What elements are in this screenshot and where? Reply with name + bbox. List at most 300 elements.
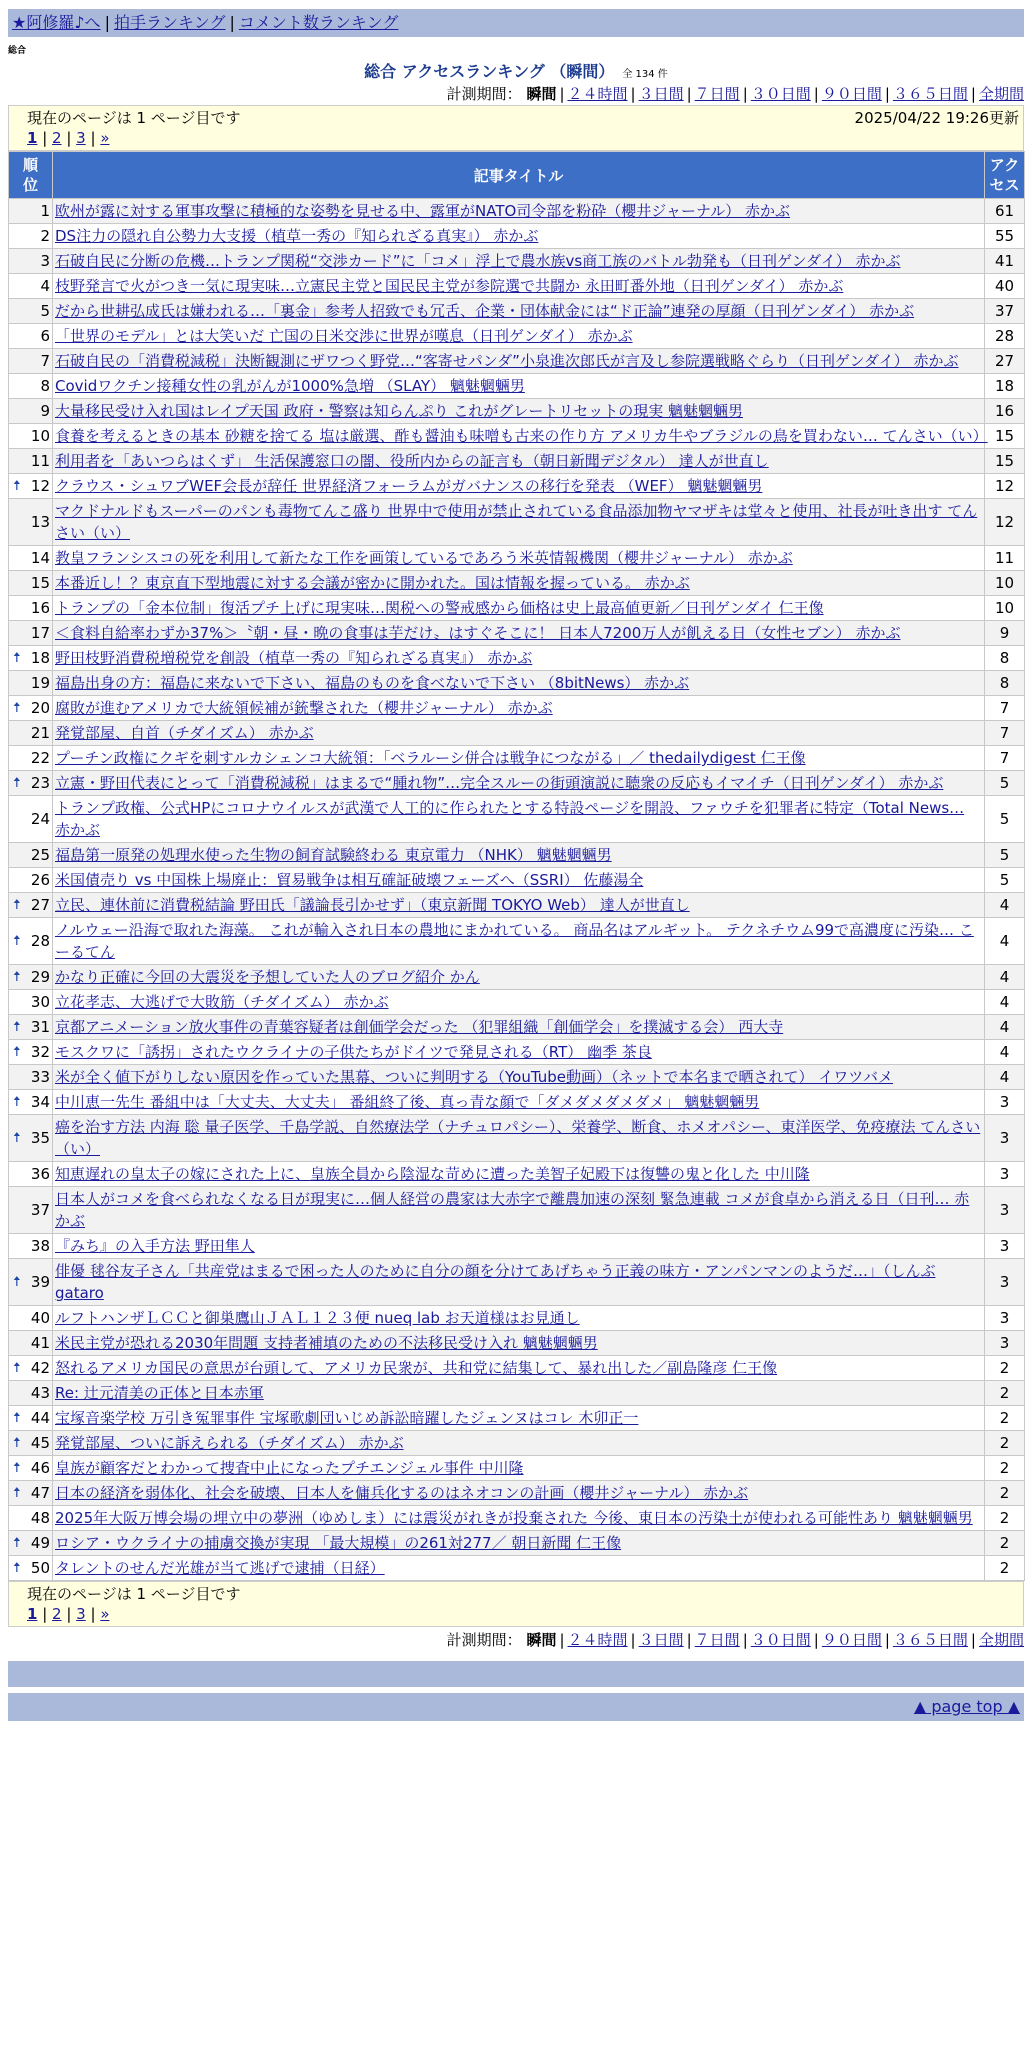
- article-link[interactable]: ロシア・ウクライナの捕虜交換が実現 「最大規模」の261対277／ 朝日新聞 仁王像: [55, 1534, 622, 1552]
- table-row: [9, 990, 1025, 1015]
- access-count: 4: [985, 990, 1025, 1015]
- period-link[interactable]: ２４時間: [567, 85, 628, 103]
- rank-number: 22: [30, 749, 50, 767]
- period-label: 計測期間：: [446, 1631, 522, 1649]
- article-link[interactable]: マクドナルドもスーパーのパンも毒物てんこ盛り 世界中で使用が禁止されている食品添加物ヤマザキは堂々と使用、社長が吐き出す てんさい（い）: [55, 502, 978, 542]
- access-count: 28: [985, 324, 1025, 349]
- title-cell: [53, 546, 985, 571]
- table-row: [9, 1065, 1025, 1090]
- article-link[interactable]: 福島出身の方：福島に来ないで下さい、福島のものを食べないで下さい （8bitNews） 赤かぶ: [55, 674, 690, 692]
- access-count: 4: [985, 1065, 1025, 1090]
- table-header: [9, 152, 1025, 199]
- title-cell: [53, 596, 985, 621]
- rank-cell: [9, 1506, 53, 1531]
- comment-ranking-link[interactable]: コメント数ランキング: [238, 13, 399, 32]
- period-link[interactable]: ９０日間: [821, 85, 882, 103]
- article-link[interactable]: モスクワに「誘拐」されたウクライナの子供たちがドイツで発見される（RT） 幽季 茶良: [55, 1043, 652, 1061]
- title-cell: [53, 199, 985, 224]
- table-row: [9, 796, 1025, 843]
- rank-number: 40: [30, 1309, 50, 1327]
- rank-up-arrow-icon: 🠅: [13, 1019, 21, 1035]
- home-link[interactable]: ★阿修羅♪へ: [12, 13, 101, 32]
- article-link[interactable]: 日本の経済を弱体化、社会を破壊、日本人を傭兵化するのはネオコンの計画（櫻井ジャーナル） 赤かぶ: [55, 1484, 749, 1502]
- period-label: 計測期間：: [446, 85, 522, 103]
- access-count: 37: [985, 299, 1025, 324]
- article-link[interactable]: 怒れるアメリカ国民の意思が台頭して、アメリカ民衆が、共和党に結集して、暴れ出した／副島隆彦 仁王像: [55, 1359, 778, 1377]
- article-link[interactable]: プーチン政権にクギを刺すルカシェンコ大統領：「ベラルーシ併合は戦争につながる」／ thedailydigest 仁王像: [55, 749, 806, 767]
- applause-ranking-link[interactable]: 拍手ランキング: [113, 13, 226, 32]
- article-link[interactable]: 立花孝志、大逃げで大敗筋（チダイズム） 赤かぶ: [55, 993, 389, 1011]
- page-link-current[interactable]: 1: [27, 1605, 38, 1623]
- period-link[interactable]: ７日間: [694, 85, 740, 103]
- article-link[interactable]: Covidワクチン接種女性の乳がんが1000%急増 （SLAY） 魑魅魍魎男: [55, 377, 525, 395]
- rank-up-arrow-icon: 🠅: [13, 1535, 21, 1551]
- title-cell: [53, 449, 985, 474]
- table-row: [9, 1115, 1025, 1162]
- article-link[interactable]: 福島第一原発の処理水使った生物の飼育試験終わる 東京電力 （NHK） 魑魅魍魎男: [55, 846, 612, 864]
- rank-up-arrow-icon: 🠅: [13, 478, 21, 494]
- separator: |: [813, 1631, 819, 1649]
- access-count: 15: [985, 424, 1025, 449]
- title-cell: [53, 499, 985, 546]
- rank-number: 37: [30, 1201, 50, 1219]
- rank-cell: [9, 1531, 53, 1556]
- table-row: [9, 224, 1025, 249]
- period-link[interactable]: ３０日間: [750, 1631, 811, 1649]
- period-link[interactable]: ３０日間: [750, 85, 811, 103]
- article-link[interactable]: 教皇フランシスコの死を利用して新たな工作を画策しているであろう米英情報機関（櫻井ジャーナル） 赤かぶ: [55, 549, 793, 567]
- title-cell: [53, 424, 988, 449]
- access-count: 3: [985, 1162, 1025, 1187]
- title-cell: [53, 1234, 985, 1259]
- rank-cell: [9, 249, 53, 274]
- article-link[interactable]: 宝塚音楽学校 万引き冤罪事件 宝塚歌劇団いじめ訴訟暗躍したジェンヌはコレ 木卯正一: [55, 1409, 639, 1427]
- access-count: 40: [985, 274, 1025, 299]
- separator: |: [742, 85, 748, 103]
- table-row: [9, 965, 1025, 990]
- access-count: 55: [985, 224, 1025, 249]
- rank-number: 9: [40, 402, 50, 420]
- rank-up-arrow-icon: 🠅: [13, 775, 21, 791]
- page: [8, 9, 1024, 1721]
- rank-number: 4: [40, 277, 50, 295]
- table-row: [9, 893, 1025, 918]
- rank-cell: [9, 299, 53, 324]
- table-row: [9, 721, 1025, 746]
- table-row: [9, 1187, 1025, 1234]
- title-cell: [53, 1406, 985, 1431]
- article-link[interactable]: 欧州が露に対する軍事攻撃に積極的な姿勢を見せる中、露軍がNATO司令部を粉砕（櫻井ジャーナル） 赤かぶ: [55, 202, 791, 220]
- article-link[interactable]: 石破自民に分断の危機…トランプ関税“交渉カード”に「コメ」浮上で農水族vs商工族のバトル勃発も（日刊ゲンダイ） 赤かぶ: [55, 252, 901, 270]
- access-count: 2: [985, 1556, 1025, 1581]
- table-row: [9, 299, 1025, 324]
- rank-up-arrow-icon: 🠅: [13, 1130, 21, 1146]
- period-link[interactable]: ３６５日間: [892, 85, 968, 103]
- access-count: 5: [985, 771, 1025, 796]
- title-cell: [53, 1259, 985, 1306]
- access-count: 3: [985, 1090, 1025, 1115]
- rank-number: 35: [30, 1129, 50, 1147]
- rank-number: 3: [40, 252, 50, 270]
- rank-up-arrow-icon: 🠅: [13, 1460, 21, 1476]
- period-link[interactable]: ３６５日間: [892, 1631, 968, 1649]
- rank-cell: [9, 546, 53, 571]
- rank-cell: [9, 571, 53, 596]
- rank-cell: [9, 596, 53, 621]
- rank-cell: [9, 1456, 53, 1481]
- table-row: [9, 646, 1025, 671]
- table-row: [9, 746, 1025, 771]
- table-row: [9, 499, 1025, 546]
- title-cell: [53, 1065, 985, 1090]
- title-cell: [53, 918, 985, 965]
- access-count: 10: [985, 596, 1025, 621]
- rank-up-arrow-icon: 🠅: [13, 1094, 21, 1110]
- title-cell: [53, 646, 985, 671]
- rank-cell: [9, 721, 53, 746]
- rank-number: 20: [30, 699, 50, 717]
- rank-up-arrow-icon: 🠅: [13, 1410, 21, 1426]
- table-row: [9, 546, 1025, 571]
- title-column-header: 記事タイトル: [53, 152, 985, 199]
- title-cell: [53, 721, 985, 746]
- table-row: [9, 449, 1025, 474]
- page-link[interactable]: 3: [76, 1605, 86, 1623]
- article-link[interactable]: 中川恵一先生 番組中は「大丈夫、大丈夫」 番組終了後、真っ青な顔で「ダメダメダメダメ」 魑魅魍魎男: [55, 1093, 760, 1111]
- top-nav: ★阿修羅♪へ | 拍手ランキング | コメント数ランキング: [8, 9, 1024, 37]
- title-cell: [53, 1481, 985, 1506]
- access-count: 15: [985, 449, 1025, 474]
- title-cell: [53, 1090, 985, 1115]
- access-count: 7: [985, 721, 1025, 746]
- rank-number: 1: [40, 202, 50, 220]
- article-link[interactable]: タレントのせんだ光雄が当て逃げで逮捕（日経）: [55, 1559, 385, 1577]
- title-cell: [53, 1531, 985, 1556]
- title-cell: [53, 1456, 985, 1481]
- rank-cell: [9, 1090, 53, 1115]
- page-link[interactable]: 3: [76, 129, 86, 147]
- period-link[interactable]: 全期間: [978, 1631, 1024, 1649]
- table-row: [9, 1234, 1025, 1259]
- title-cell: [53, 299, 985, 324]
- access-count: 4: [985, 918, 1025, 965]
- article-link[interactable]: だから世耕弘成氏は嫌われる…「裏金」参考人招致でも冗舌、企業・団体献金には“ド正論”連発の厚顔（日刊ゲンダイ） 赤かぶ: [55, 302, 915, 320]
- article-link[interactable]: 知恵遅れの皇太子の嫁にされた上に、皇族全員から陰湿な苛めに遭った美智子妃殿下は復讐の鬼と化した 中川隆: [55, 1165, 810, 1183]
- rank-cell: [9, 424, 53, 449]
- rank-cell: [9, 324, 53, 349]
- rank-cell: [9, 1556, 53, 1581]
- rank-number: 49: [30, 1534, 50, 1552]
- table-row: [9, 349, 1025, 374]
- separator: |: [559, 85, 565, 103]
- page-status: 現在のページは 1 ページ目です: [27, 109, 241, 127]
- title-cell: [53, 349, 985, 374]
- article-link[interactable]: 野田枝野消費税増税党を創設（植草一秀の『知られざる真実』） 赤かぶ: [55, 649, 533, 667]
- table-row: [9, 621, 1025, 646]
- article-link[interactable]: トランプの「金本位制」復活プチ上げに現実味…関税への警戒感から価格は史上最高値更新／日刊ゲンダイ 仁王像: [55, 599, 824, 617]
- table-row: [9, 596, 1025, 621]
- article-link[interactable]: 「世界のモデル」とは大笑いだ 亡国の日米交渉に世界が嘆息（日刊ゲンダイ） 赤かぶ: [55, 327, 633, 345]
- rank-cell: [9, 843, 53, 868]
- article-link[interactable]: 本番近し！？東京直下型地震に対する会議が密かに開かれた。国は情報を握っている。 赤かぶ: [55, 574, 690, 592]
- title-cell: [53, 796, 985, 843]
- article-link[interactable]: かなり正確に今回の大震災を予想していた人のブログ紹介 かん: [55, 968, 480, 986]
- article-link[interactable]: 皇族が顧客だとわかって捜査中止になったプチエンジェル事件 中川隆: [55, 1459, 524, 1477]
- title-cell: [53, 399, 985, 424]
- access-count: 2: [985, 1481, 1025, 1506]
- rank-cell: [9, 893, 53, 918]
- rank-cell: [9, 646, 53, 671]
- access-count: 5: [985, 868, 1025, 893]
- next-page-link[interactable]: »: [100, 129, 110, 147]
- rank-cell: [9, 1406, 53, 1431]
- title-cell: [53, 893, 985, 918]
- article-link[interactable]: ルフトハンザＬＣＣと御巣鷹山ＪＡＬ１２３便 nueq lab お天道様はお見通し: [55, 1309, 580, 1327]
- table-row: [9, 1456, 1025, 1481]
- article-link[interactable]: 京都アニメーション放火事件の青葉容疑者は創価学会だった （犯罪組織「創価学会」を撲滅する会） 西大寺: [55, 1018, 784, 1036]
- table-row: [9, 1431, 1025, 1456]
- rank-column-header: 順位: [9, 152, 53, 199]
- article-link[interactable]: 米国債売り vs 中国株上場廃止：貿易戦争は相互確証破壊フェーズへ（SSRI） 佐藤湯全: [55, 871, 644, 889]
- access-count: 16: [985, 399, 1025, 424]
- access-count: 3: [985, 1115, 1025, 1162]
- rank-cell: [9, 474, 53, 499]
- rank-cell: [9, 1381, 53, 1406]
- access-count: 7: [985, 696, 1025, 721]
- period-link[interactable]: ３日間: [638, 85, 684, 103]
- rank-number: 42: [30, 1359, 50, 1377]
- access-count: 2: [985, 1456, 1025, 1481]
- rank-number: 33: [30, 1068, 50, 1086]
- table-row: [9, 1381, 1025, 1406]
- access-count: 8: [985, 671, 1025, 696]
- article-link[interactable]: 食養を考えるときの基本 砂糖を捨てる 塩は厳選、酢も醤油も味噌も古来の作り方 アメリカ牛やブラジルの鳥を買わない… てんさい（い）: [55, 427, 988, 445]
- access-column-header: アクセス: [985, 152, 1025, 199]
- title-cell: [53, 696, 985, 721]
- period-link[interactable]: ９０日間: [821, 1631, 882, 1649]
- rank-up-arrow-icon: 🠅: [13, 1560, 21, 1576]
- rank-number: 18: [30, 649, 50, 667]
- rank-cell: [9, 1015, 53, 1040]
- period-link[interactable]: ３日間: [638, 1631, 684, 1649]
- table-row: [9, 1162, 1025, 1187]
- access-count: 2: [985, 1381, 1025, 1406]
- title-cell: [53, 1431, 985, 1456]
- table-row: [9, 843, 1025, 868]
- table-row: [9, 1506, 1025, 1531]
- category-tag: 総合: [8, 46, 27, 56]
- rank-cell: [9, 1187, 53, 1234]
- table-row: [9, 1040, 1025, 1065]
- article-link[interactable]: 発覚部屋、自首（チダイズム） 赤かぶ: [55, 724, 314, 742]
- rank-number: 46: [30, 1459, 50, 1477]
- rank-number: 27: [30, 896, 50, 914]
- ranking-table: [8, 151, 1025, 1581]
- rank-number: 11: [30, 452, 50, 470]
- article-link[interactable]: 立憲・野田代表にとって「消費税減税」はまるで“腫れ物”…完全スルーの街頭演説に聴衆の反応もイマイチ（日刊ゲンダイ） 赤かぶ: [55, 774, 944, 792]
- article-link[interactable]: ＜食料自給率わずか37%＞〝朝・昼・晩の食事は芋だけ〟はすぐそこに！ 日本人7200万人が飢える日（女性セブン） 赤かぶ: [55, 624, 901, 642]
- separator: |: [970, 1631, 976, 1649]
- rank-cell: [9, 1481, 53, 1506]
- title-cell: [53, 671, 985, 696]
- access-count: 4: [985, 1040, 1025, 1065]
- rank-number: 7: [40, 352, 50, 370]
- article-link[interactable]: 2025年大阪万博会場の埋立中の夢洲（ゆめしま）には震災がれきが投棄された 今後、東日本の汚染土が使われる可能性あり 魑魅魍魎男: [55, 1509, 973, 1527]
- period-current: 瞬間: [526, 1631, 557, 1649]
- rank-number: 31: [30, 1018, 50, 1036]
- rank-number: 29: [30, 968, 50, 986]
- access-count: 12: [985, 474, 1025, 499]
- article-link[interactable]: 石破自民の「消費税減税」決断観測にザワつく野党…“客寄せパンダ”小泉進次郎氏が言及し参院選戦略ぐらり（日刊ゲンダイ） 赤かぶ: [55, 352, 959, 370]
- title-cell: [53, 474, 985, 499]
- access-count: 12: [985, 499, 1025, 546]
- access-count: 2: [985, 1431, 1025, 1456]
- title-cell: [53, 1306, 985, 1331]
- page-link-current[interactable]: 1: [27, 129, 38, 147]
- table-row: [9, 1015, 1025, 1040]
- title-cell: [53, 571, 985, 596]
- table-row: [9, 696, 1025, 721]
- period-current: 瞬間: [526, 85, 557, 103]
- article-link[interactable]: 枝野発言で火がつき一気に現実味…立憲民主党と国民民主党が参院選で共闘か 永田町番外地（日刊ゲンダイ） 赤かぶ: [55, 277, 844, 295]
- title-cell: [53, 771, 985, 796]
- rank-number: 21: [30, 724, 50, 742]
- rank-cell: [9, 199, 53, 224]
- period-selector-bottom: [8, 1629, 1024, 1651]
- access-count: 4: [985, 1015, 1025, 1040]
- separator: |: [970, 85, 976, 103]
- article-link[interactable]: 俳優 毬谷友子さん「共産党はまるで困った人のために自分の顔を分けてあげちゃう正義の味方・アンパンマンのようだ…」（しんぶ gataro: [55, 1262, 936, 1302]
- title-cell: [53, 324, 985, 349]
- table-row: [9, 1556, 1025, 1581]
- title-cell: [53, 1506, 985, 1531]
- page-link[interactable]: 2: [52, 1605, 62, 1623]
- rank-cell: [9, 671, 53, 696]
- separator: |: [686, 1631, 692, 1649]
- rank-number: 16: [30, 599, 50, 617]
- separator: |: [884, 1631, 890, 1649]
- article-link[interactable]: 発覚部屋、ついに訴えられる（チダイズム） 赤かぶ: [55, 1434, 404, 1452]
- rank-cell: [9, 796, 53, 843]
- page-top-link[interactable]: ▲ page top ▲: [913, 1697, 1020, 1716]
- table-row: [9, 474, 1025, 499]
- rank-cell: [9, 696, 53, 721]
- access-count: 27: [985, 349, 1025, 374]
- rank-cell: [9, 868, 53, 893]
- rank-cell: [9, 1356, 53, 1381]
- separator: |: [742, 1631, 748, 1649]
- page-link[interactable]: 2: [52, 129, 62, 147]
- table-row: [9, 1331, 1025, 1356]
- article-link[interactable]: 腐敗が進むアメリカで大統領候補が銃撃された（櫻井ジャーナル） 赤かぶ: [55, 699, 553, 717]
- access-count: 4: [985, 965, 1025, 990]
- article-link[interactable]: 立民、連休前に消費税結論 野田氏「議論長引かせず」（東京新聞 TOKYO Web） 達人が世直し: [55, 896, 690, 914]
- rank-cell: [9, 918, 53, 965]
- rank-number: 2: [40, 227, 50, 245]
- article-link[interactable]: 日本人がコメを食べられなくなる日が現実に…個人経営の農家は大赤字で離農加速の深刻 緊急連載 コメが食卓から消える日（日刊… 赤かぶ: [55, 1190, 970, 1230]
- rank-cell: [9, 746, 53, 771]
- title-cell: [53, 1162, 985, 1187]
- table-row: [9, 1481, 1025, 1506]
- title-cell: [53, 1556, 985, 1581]
- article-link[interactable]: ノルウェー沿海で取れた海藻。 これが輸入され日本の農地にまかれている。 商品名はアルギット。 テクネチウム99で高濃度に汚染… こーるてん: [55, 921, 974, 961]
- rank-cell: [9, 1331, 53, 1356]
- article-link[interactable]: 『みち』の入手方法 野田隼人: [55, 1237, 255, 1255]
- rank-cell: [9, 771, 53, 796]
- article-link[interactable]: 大量移民受け入れ国はレイプ天国 政府・警察は知らんぷり これがグレートリセットの現実 魑魅魍魎男: [55, 402, 743, 420]
- access-count: 5: [985, 796, 1025, 843]
- article-link[interactable]: 米が全く値下がりしない原因を作っていた黒幕、ついに判明する（YouTube動画）（ネットで本名まで晒されて） イワツバメ: [55, 1068, 893, 1086]
- period-link[interactable]: ７日間: [694, 1631, 740, 1649]
- table-row: [9, 771, 1025, 796]
- title-cell: [53, 224, 985, 249]
- rank-cell: [9, 499, 53, 546]
- rank-cell: [9, 1306, 53, 1331]
- rank-number: 19: [30, 674, 50, 692]
- access-count: 10: [985, 571, 1025, 596]
- rank-cell: [9, 621, 53, 646]
- rank-number: 47: [30, 1484, 50, 1502]
- rank-number: 38: [30, 1237, 50, 1255]
- table-row: [9, 1356, 1025, 1381]
- access-count: 3: [985, 1306, 1025, 1331]
- rank-number: 17: [30, 624, 50, 642]
- access-count: 3: [985, 1331, 1025, 1356]
- page-title: 総合 アクセスランキング （瞬間）: [364, 62, 615, 81]
- rank-number: 25: [30, 846, 50, 864]
- separator: |: [630, 85, 636, 103]
- updated-time: 2025/04/22 19:26更新: [854, 109, 1019, 127]
- title-cell: [53, 1331, 985, 1356]
- period-link[interactable]: 全期間: [978, 85, 1024, 103]
- rank-cell: [9, 1234, 53, 1259]
- period-link[interactable]: ２４時間: [567, 1631, 628, 1649]
- table-row: [9, 324, 1025, 349]
- rank-number: 50: [30, 1559, 50, 1577]
- rank-number: 43: [30, 1384, 50, 1402]
- rank-cell: [9, 449, 53, 474]
- article-link[interactable]: Re: 辻元清美の正体と日本赤軍: [55, 1384, 264, 1402]
- pager-top: 現在のページは 1 ページ目です 2025/04/22 19:26更新 1 | 2 | 3 | »: [8, 105, 1024, 151]
- rank-cell: [9, 1040, 53, 1065]
- table-row: [9, 671, 1025, 696]
- article-link[interactable]: トランプ政権、公式HPにコロナウイルスが武漢で人工的に作られたとする特設ページを開設、ファウチを犯罪者に特定（Total News… 赤かぶ: [55, 799, 965, 839]
- article-link[interactable]: クラウス・シュワブWEF会長が辞任 世界経済フォーラムがガバナンスの移行を発表 （WEF） 魑魅魍魎男: [55, 477, 763, 495]
- table-row: [9, 199, 1025, 224]
- article-link[interactable]: 利用者を「あいつらはくず」 生活保護窓口の闇、役所内からの証言も（朝日新聞デジタル） 達人が世直し: [55, 452, 769, 470]
- rank-number: 30: [30, 993, 50, 1011]
- article-link[interactable]: 癌を治す方法 内海 聡 量子医学、千島学説、自然療法学（ナチュロパシー）、栄養学、断食、ホメオパシー、東洋医学、免疫療法 てんさい（い）: [55, 1118, 981, 1158]
- article-link[interactable]: 米民主党が恐れる2030年問題 支持者補填のための不法移民受け入れ 魑魅魍魎男: [55, 1334, 598, 1352]
- access-count: 3: [985, 1187, 1025, 1234]
- rank-up-arrow-icon: 🠅: [13, 650, 21, 666]
- rank-number: 8: [40, 377, 50, 395]
- rank-cell: [9, 1431, 53, 1456]
- separator: |: [813, 85, 819, 103]
- article-link[interactable]: DS注力の隠れ自公勢力大支援（植草一秀の『知られざる真実』） 赤かぶ: [55, 227, 539, 245]
- access-count: 2: [985, 1356, 1025, 1381]
- ranking-heading: [8, 61, 1024, 83]
- next-page-link[interactable]: »: [100, 1605, 110, 1623]
- rank-number: 28: [30, 932, 50, 950]
- rank-number: 23: [30, 774, 50, 792]
- table-row: [9, 374, 1025, 399]
- title-cell: [53, 1015, 985, 1040]
- access-count: 61: [985, 199, 1025, 224]
- title-cell: [53, 990, 985, 1015]
- rank-number: 44: [30, 1409, 50, 1427]
- access-count: 2: [985, 1531, 1025, 1556]
